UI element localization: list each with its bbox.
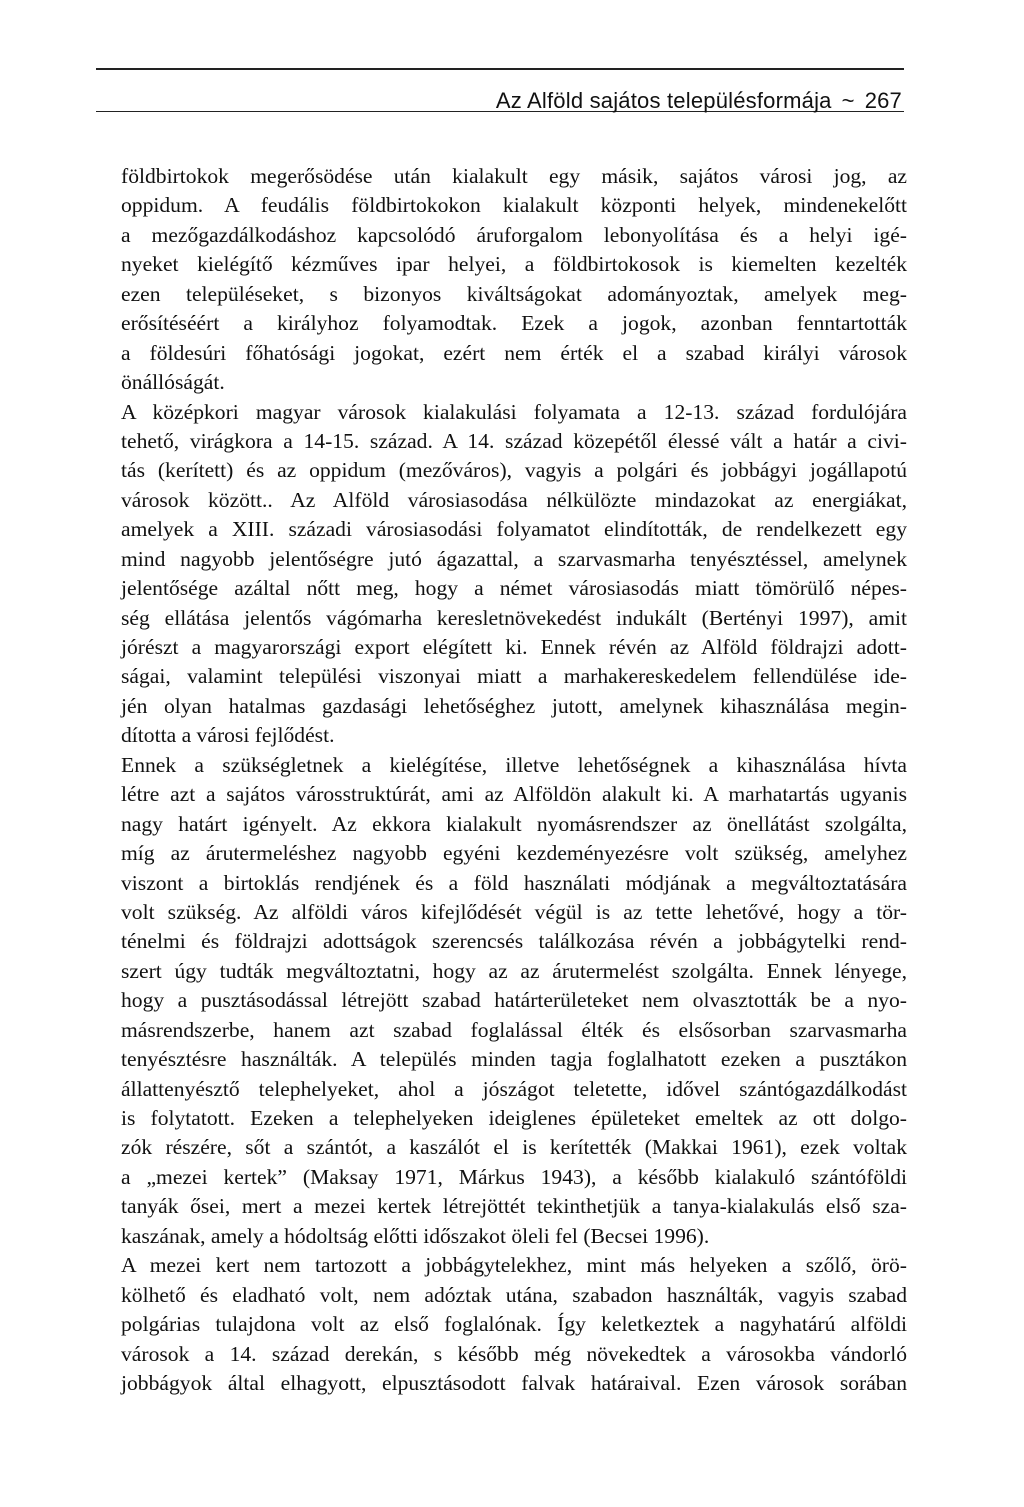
text-line: is folytatott. Ezeken a telephelyeken ideiglenes épületeket emeltek az ott dolgo-	[121, 1106, 907, 1130]
running-header	[96, 68, 904, 112]
text-line: földbirtokok megerősödése után kialakult egy másik, sajátos városi jog, az	[121, 164, 907, 188]
text-line: kaszának, amely a hódoltság előtti időszakot öleli fel (Becsei 1996).	[121, 1223, 710, 1248]
text-line: szert úgy tudták megváltoztatni, hogy az az árutermelést szolgálta. Ennek lényege,	[121, 958, 907, 983]
text-line: a földesúri főhatósági jogokat, ezért nem érték el a szabad királyi városok	[121, 340, 907, 365]
text-line: oppidum. A feudális földbirtokokon kialakult központi helyek, mindenekelőtt	[121, 193, 907, 218]
text-line: városok között.. Az Alföld városiasodása nélkülözte mindazokat az energiákat,	[121, 487, 907, 512]
text-line: ténelmi és földrajzi adottságok szerencsés találkozása révén a jobbágytelki rend-	[121, 929, 907, 954]
text-line: amelyek a XIII. századi városiasodási folyamatot elindították, de rendelkezett egy	[121, 517, 907, 542]
text-line: a mezőgazdálkodáshoz kapcsolódó áruforgalom lebonyolítása és a helyi igé-	[121, 222, 907, 247]
text-line: jobbágyok által elhagyott, elpusztásodott falvak határaival. Ezen városok sorában	[121, 1370, 907, 1395]
text-line: másrendszerbe, hanem azt szabad foglalással élték és elsősorban szarvasmarha	[121, 1017, 907, 1042]
text-line: nyeket kielégítő kézműves ipar helyei, a földbirtokosok is kiemelten kezelték	[121, 252, 907, 277]
text-line: zók részére, sőt a szántót, a kaszálót el is kerítették (Makkai 1961), ezek voltak	[121, 1135, 907, 1160]
text-line: mind nagyobb jelentőségre jutó ágazattal, a szarvasmarha tenyésztéssel, amelynek	[121, 546, 907, 571]
text-line: A középkori magyar városok kialakulási folyamata a 12-13. század fordulójára	[121, 399, 907, 424]
text-line: dította a városi fejlődést.	[121, 723, 335, 748]
header-separator: ~	[841, 88, 855, 113]
text-line: jelentősége azáltal nőtt meg, hogy a német városiasodás miatt tömörülő népes-	[121, 576, 907, 601]
text-line: városok a 14. század derekán, s később még növekedtek a városokba vándorló	[121, 1341, 907, 1366]
text-line: jórészt a magyarországi export elégített ki. Ennek révén az Alföld földrajzi adott-	[121, 635, 907, 659]
text-line: Ennek a szükségletnek a kielégítése, illetve lehetőségnek a kihasználása hívta	[121, 752, 907, 777]
text-line: volt szükség. Az alföldi város kifejlődését végül is az tette lehetővé, hogy a tör-	[121, 899, 907, 924]
text-line: A mezei kert nem tartozott a jobbágytelekhez, mint más helyeken a szőlő, örö-	[121, 1253, 907, 1278]
text-line: kölhető és eladható volt, nem adóztak utána, szabadon használták, vagyis szabad	[121, 1282, 907, 1307]
text-line: viszont a birtoklás rendjének és a föld használati módjának a megváltoztatására	[121, 870, 907, 895]
header-text	[496, 88, 902, 114]
text-line: ezen településeket, s bizonyos kiváltságokat adományoztak, amelyek meg-	[121, 281, 907, 306]
text-line: állattenyésztő telephelyeket, ahol a jószágot teletette, idővel szántógazdálkodást	[121, 1076, 907, 1101]
text-line: létre azt a sajátos városstruktúrát, ami az Alföldön alakult ki. A marhatartás ugyanis	[121, 782, 907, 807]
text-line: tás (kerített) és az oppidum (mezőváros), vagyis a polgári és jobbágyi jogállapotú	[121, 458, 907, 483]
text-line: míg az árutermeléshez nagyobb egyéni kezdeményezésre volt szükség, amelyhez	[121, 841, 907, 866]
text-line: hogy a pusztásodással létrejött szabad határterületeket nem olvasztották be a nyo-	[121, 988, 907, 1013]
text-line: erősítéséért a királyhoz folyamodtak. Ezek a jogok, azonban fenntartották	[121, 311, 907, 336]
text-line: polgárias tulajdona volt az első foglalónak. Így keletkeztek a nagyhatárú alföldi	[121, 1312, 907, 1337]
body-text	[121, 162, 907, 1398]
text-line: jén olyan hatalmas gazdasági lehetőséghez jutott, amelynek kihasználása megin-	[121, 693, 907, 718]
text-line: ség ellátása jelentős vágómarha keresletnövekedést indukált (Bertényi 1997), amit	[121, 605, 907, 630]
text-line: önállóságát.	[121, 370, 225, 395]
text-line: tanyák ősei, mert a mezei kertek létrejöttét tekinthetjük a tanya-kialakulás első sza-	[121, 1194, 907, 1219]
header-title: Az Alföld sajátos településformája	[495, 88, 832, 113]
text-line: tehető, virágkora a 14-15. század. A 14. század közepétől élessé vált a határ a civi-	[121, 428, 907, 453]
text-line: a „mezei kertek” (Maksay 1971, Márkus 1943), a később kialakuló szántóföldi	[121, 1164, 907, 1189]
page-number: 267	[864, 88, 902, 113]
text-line: nagy határt igényelt. Az ekkora kialakult nyomásrendszer az önellátást szolgálta,	[121, 811, 907, 836]
text-line: ságai, valamint települési viszonyai miatt a marhakereskedelem fellendülése ide-	[121, 664, 907, 689]
text-line: tenyésztésre használták. A település minden tagja foglalhatott ezeken a pusztákon	[121, 1047, 907, 1072]
